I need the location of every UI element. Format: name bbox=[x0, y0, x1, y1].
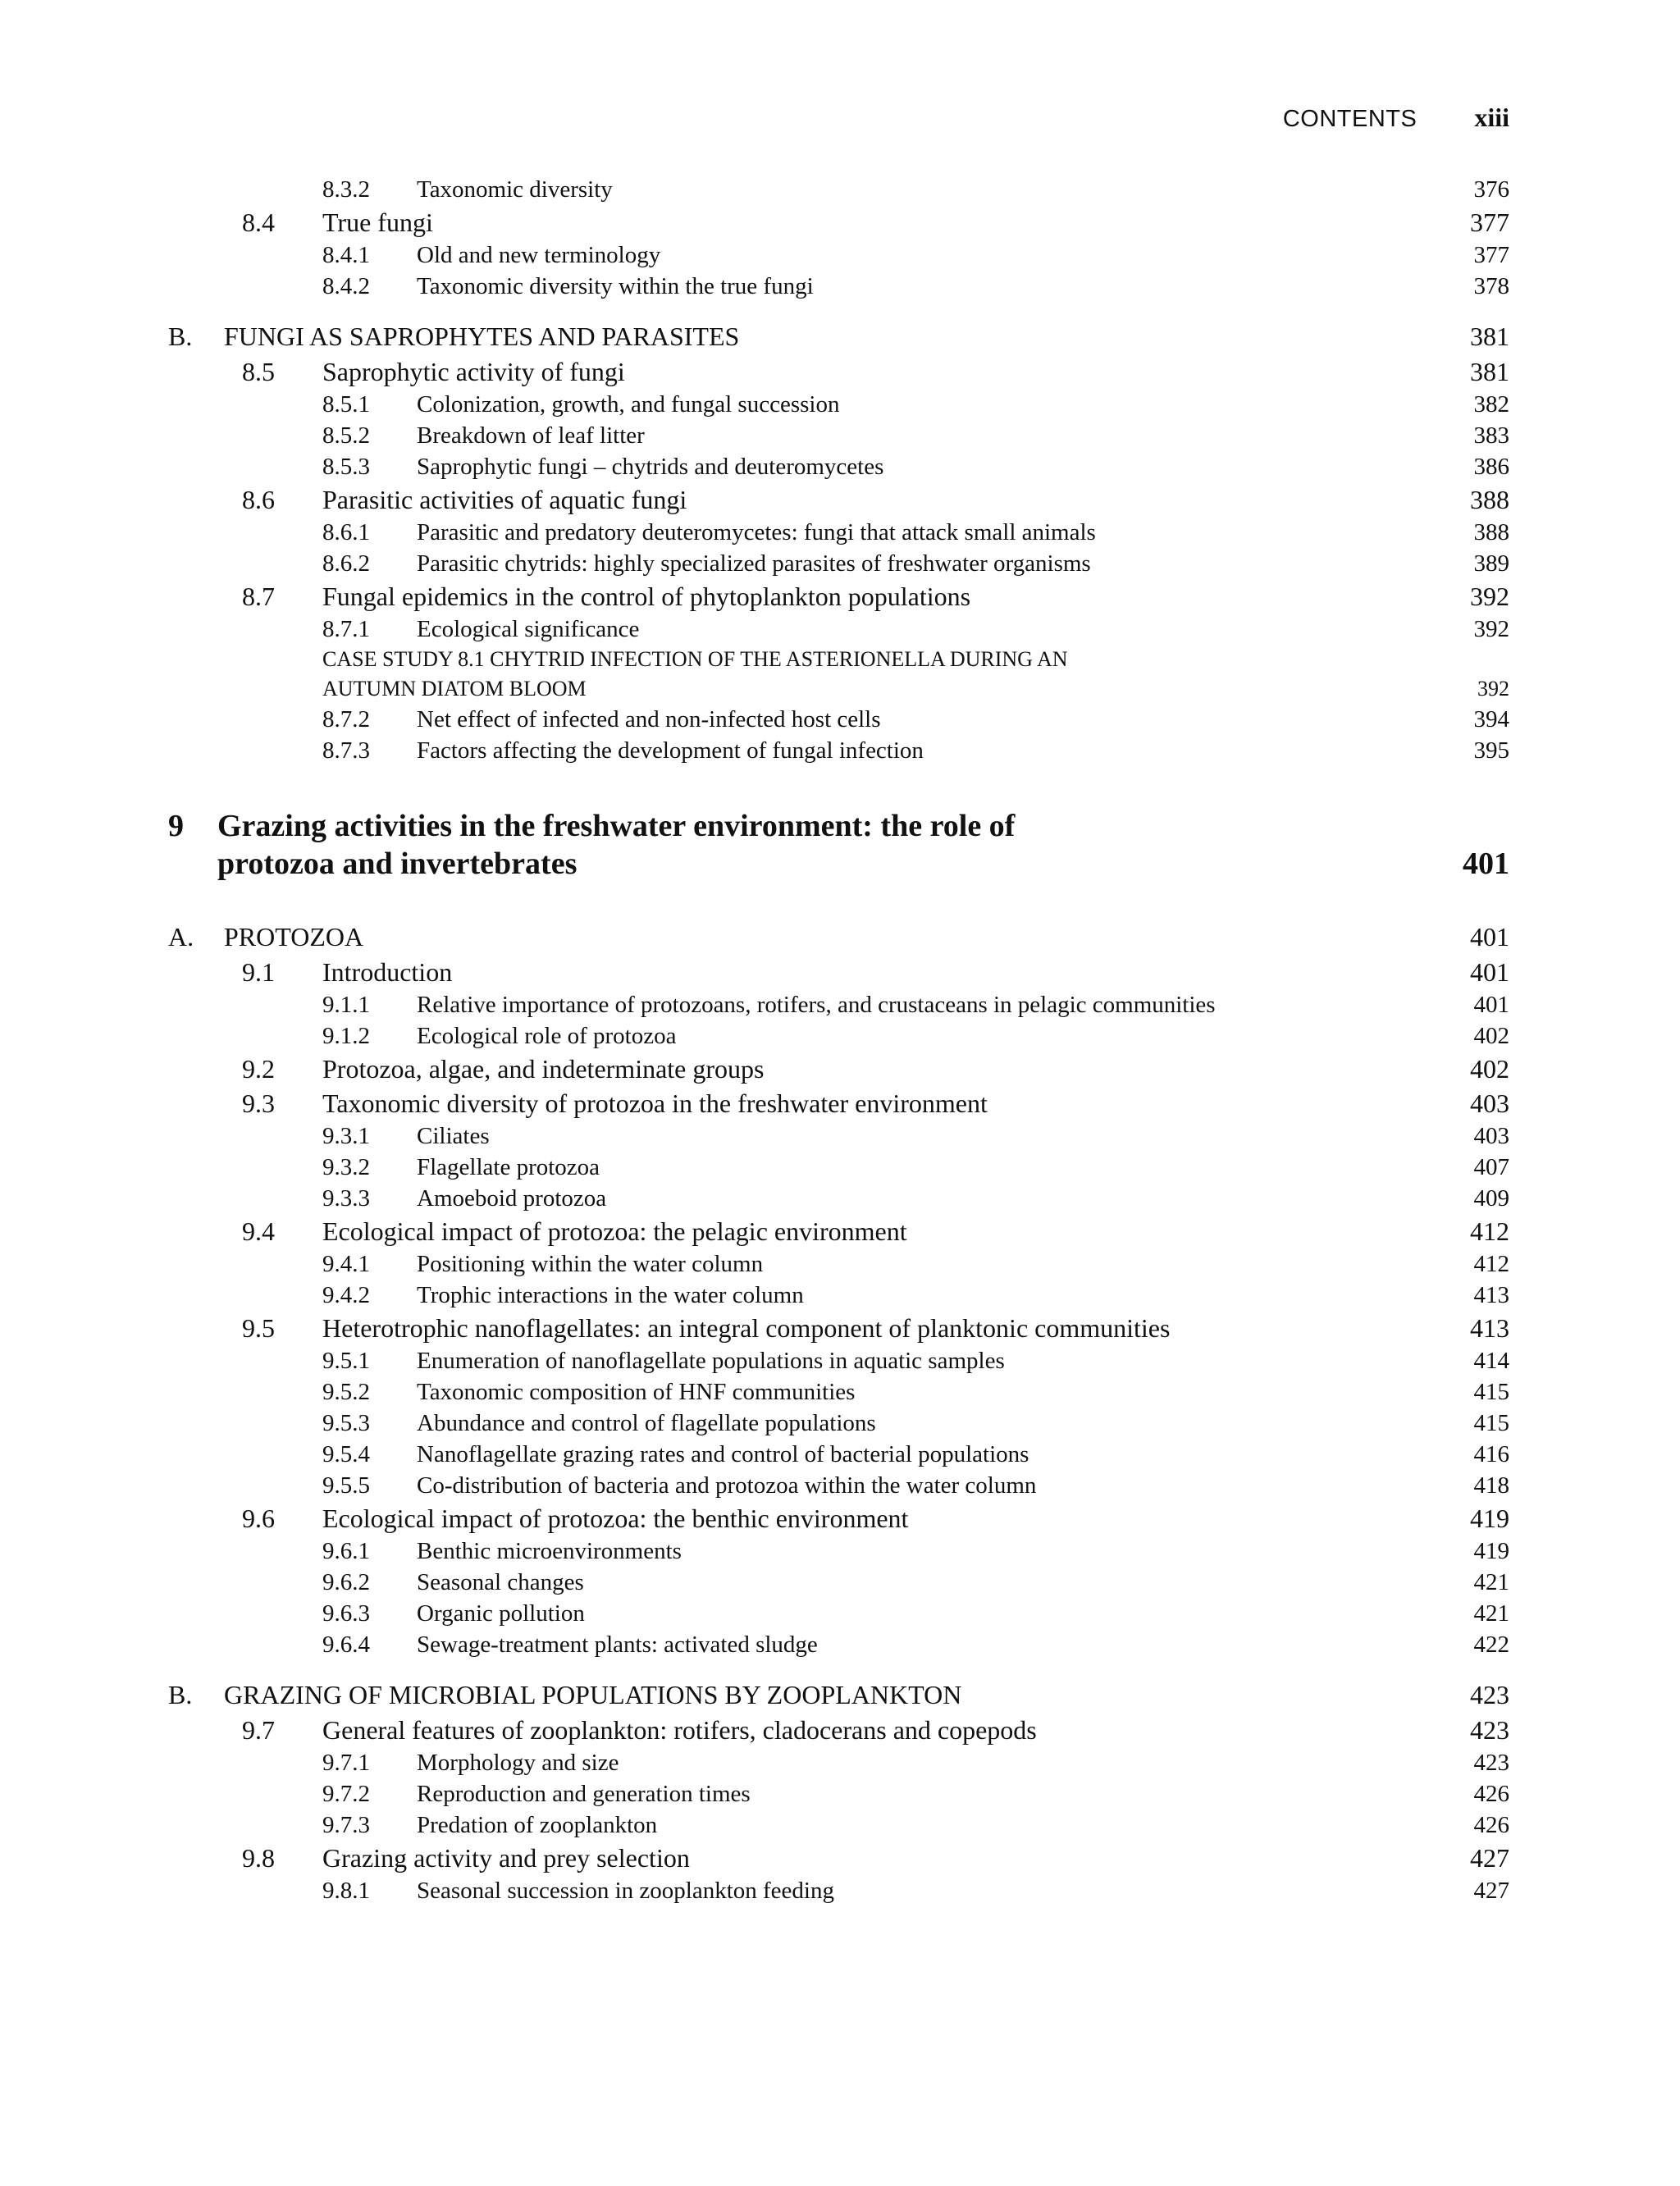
entry-number: 9.5 bbox=[242, 1313, 275, 1343]
entry-title: Taxonomic composition of HNF communities bbox=[417, 1379, 856, 1405]
entry-title: Fungal epidemics in the control of phytoplankton populations bbox=[322, 582, 971, 611]
entry-page: 377 bbox=[1473, 242, 1509, 268]
toc-subsection bbox=[168, 1536, 1509, 1567]
entry-title: FUNGI AS SAPROPHYTES AND PARASITES bbox=[224, 322, 740, 351]
entry-number: 8.4.1 bbox=[322, 242, 370, 268]
entry-page: 407 bbox=[1473, 1154, 1509, 1180]
toc-subsection bbox=[168, 517, 1509, 548]
toc-section bbox=[168, 205, 1509, 240]
entry-title: Taxonomic diversity bbox=[417, 176, 613, 203]
entry-number: 8.7.3 bbox=[322, 737, 370, 764]
entry-page: 423 bbox=[1470, 1715, 1509, 1745]
entry-number: 8.4 bbox=[242, 208, 275, 237]
entry-number: 8.5.1 bbox=[322, 391, 370, 418]
toc-section bbox=[168, 482, 1509, 517]
toc-subsection bbox=[168, 1439, 1509, 1470]
toc-subsection bbox=[168, 1875, 1509, 1906]
entry-page: 412 bbox=[1473, 1251, 1509, 1277]
entry-number: 8.5.2 bbox=[322, 422, 370, 449]
entry-number: 8.4.2 bbox=[322, 273, 370, 299]
entry-page: 401 bbox=[1470, 922, 1509, 952]
entry-title: Introduction bbox=[322, 957, 453, 987]
entry-page: 427 bbox=[1473, 1878, 1509, 1904]
entry-number: 9.6.3 bbox=[322, 1600, 370, 1627]
entry-page: 378 bbox=[1473, 273, 1509, 299]
entry-title: General features of zooplankton: rotifers, cladocerans and copepods bbox=[322, 1715, 1037, 1745]
entry-page: 409 bbox=[1473, 1185, 1509, 1212]
entry-number: 8.7 bbox=[242, 582, 275, 611]
toc-subsection bbox=[168, 174, 1509, 205]
entry-number: 9.6 bbox=[242, 1504, 275, 1533]
entry-page: 382 bbox=[1473, 391, 1509, 418]
toc-subsection bbox=[168, 1598, 1509, 1629]
entry-page: 388 bbox=[1473, 519, 1509, 545]
entry-number: 9.4.1 bbox=[322, 1251, 370, 1277]
entry-page: 415 bbox=[1473, 1379, 1509, 1405]
toc-case-study bbox=[168, 674, 1509, 704]
toc-subsection bbox=[168, 1345, 1509, 1376]
entry-page: 401 bbox=[1473, 992, 1509, 1018]
entry-title: Amoeboid protozoa bbox=[417, 1185, 607, 1212]
entry-title: Saprophytic fungi – chytrids and deuteromycetes bbox=[417, 454, 884, 480]
entry-number: 8.5 bbox=[242, 357, 275, 386]
toc-part-heading bbox=[168, 318, 1509, 354]
entry-title: Nanoflagellate grazing rates and control of bacterial populations bbox=[417, 1441, 1029, 1467]
toc-section bbox=[168, 579, 1509, 614]
entry-title: Sewage-treatment plants: activated sludge bbox=[417, 1632, 818, 1658]
entry-page: 402 bbox=[1473, 1023, 1509, 1049]
entry-page: 392 bbox=[1473, 616, 1509, 642]
entry-page: 413 bbox=[1470, 1313, 1509, 1343]
entry-page: 377 bbox=[1470, 208, 1509, 237]
entry-number: A. bbox=[168, 922, 194, 952]
chapter-number: 9 bbox=[168, 809, 184, 843]
entry-page: 383 bbox=[1473, 422, 1509, 449]
entry-page: 394 bbox=[1473, 706, 1509, 732]
entry-title: Flagellate protozoa bbox=[417, 1154, 600, 1180]
toc-subsection bbox=[168, 735, 1509, 766]
entry-number: 9.5.1 bbox=[322, 1348, 370, 1374]
toc-case-study bbox=[168, 645, 1509, 674]
toc-subsection bbox=[168, 1020, 1509, 1052]
entry-number: 9.3.2 bbox=[322, 1154, 370, 1180]
entry-page: 419 bbox=[1470, 1504, 1509, 1533]
entry-page: 423 bbox=[1473, 1750, 1509, 1776]
entry-title: AUTUMN DIATOM BLOOM bbox=[322, 677, 587, 701]
entry-title: Colonization, growth, and fungal succession bbox=[417, 391, 840, 418]
entry-page: 414 bbox=[1473, 1348, 1509, 1374]
entry-number: 9.5.4 bbox=[322, 1441, 370, 1467]
entry-page: 413 bbox=[1473, 1282, 1509, 1308]
entry-page: 388 bbox=[1470, 485, 1509, 514]
running-header bbox=[1283, 103, 1509, 133]
entry-number: 9.7 bbox=[242, 1715, 275, 1745]
entry-number: 9.3.1 bbox=[322, 1123, 370, 1149]
entry-number: 8.5.3 bbox=[322, 454, 370, 480]
toc-subsection bbox=[168, 1408, 1509, 1439]
entry-page: 386 bbox=[1473, 454, 1509, 480]
entry-number: 9.1 bbox=[242, 957, 275, 987]
entry-page: 426 bbox=[1473, 1812, 1509, 1838]
entry-title: Old and new terminology bbox=[417, 242, 661, 268]
toc-subsection bbox=[168, 548, 1509, 579]
entry-title: Protozoa, algae, and indeterminate groups bbox=[322, 1054, 765, 1084]
entry-title: GRAZING OF MICROBIAL POPULATIONS BY ZOOPLANKTON bbox=[224, 1680, 962, 1709]
entry-page: 376 bbox=[1473, 176, 1509, 203]
entry-title: Factors affecting the development of fungal infection bbox=[417, 737, 924, 764]
entry-page: 389 bbox=[1473, 550, 1509, 577]
chapter-page: 401 bbox=[1463, 847, 1509, 881]
toc-subsection bbox=[168, 614, 1509, 645]
entry-number: 8.6.2 bbox=[322, 550, 370, 577]
entry-title: Ecological significance bbox=[417, 616, 640, 642]
entry-title: Positioning within the water column bbox=[417, 1251, 764, 1277]
toc-subsection bbox=[168, 704, 1509, 735]
entry-number: 8.7.2 bbox=[322, 706, 370, 732]
entry-page: 402 bbox=[1470, 1054, 1509, 1084]
toc-subsection bbox=[168, 1778, 1509, 1809]
entry-number: 9.7.1 bbox=[322, 1750, 370, 1776]
entry-page: 427 bbox=[1470, 1843, 1509, 1873]
entry-number: 9.6.1 bbox=[322, 1538, 370, 1564]
toc-subsection bbox=[168, 451, 1509, 482]
entry-page: 415 bbox=[1473, 1410, 1509, 1436]
entry-number: 9.5.2 bbox=[322, 1379, 370, 1405]
entry-title: Co-distribution of bacteria and protozoa within the water column bbox=[417, 1472, 1037, 1499]
entry-page: 412 bbox=[1470, 1216, 1509, 1246]
entry-title: Ciliates bbox=[417, 1123, 490, 1149]
toc-subsection bbox=[168, 1809, 1509, 1841]
entry-title: Net effect of infected and non-infected host cells bbox=[417, 706, 881, 732]
entry-title: Enumeration of nanoflagellate populations in aquatic samples bbox=[417, 1348, 1005, 1374]
toc-subsection bbox=[168, 989, 1509, 1020]
entry-number: 8.6 bbox=[242, 485, 275, 514]
chapter-heading bbox=[168, 807, 1509, 886]
chapter-title-line-2: protozoa and invertebrates bbox=[217, 847, 578, 881]
spacer bbox=[168, 302, 1509, 318]
toc-section bbox=[168, 1841, 1509, 1875]
entry-title: True fungi bbox=[322, 208, 433, 237]
toc-subsection bbox=[168, 1280, 1509, 1311]
entry-title: Grazing activity and prey selection bbox=[322, 1843, 690, 1873]
entry-number: 9.4.2 bbox=[322, 1282, 370, 1308]
entry-title: Ecological role of protozoa bbox=[417, 1023, 677, 1049]
toc-subsection bbox=[168, 1629, 1509, 1660]
toc-subsection bbox=[168, 420, 1509, 451]
entry-number: 8.6.1 bbox=[322, 519, 370, 545]
toc-subsection bbox=[168, 1248, 1509, 1280]
entry-number: 9.1.2 bbox=[322, 1023, 370, 1049]
entry-number: 9.7.3 bbox=[322, 1812, 370, 1838]
toc-subsection bbox=[168, 1567, 1509, 1598]
entry-number: B. bbox=[168, 1680, 193, 1709]
toc-section bbox=[168, 1311, 1509, 1345]
toc-section bbox=[168, 354, 1509, 389]
toc-section bbox=[168, 1086, 1509, 1120]
entry-title: CASE STUDY 8.1 CHYTRID INFECTION OF THE ASTERIONELLA DURING AN bbox=[322, 647, 1068, 671]
entry-number: 9.5.5 bbox=[322, 1472, 370, 1499]
toc-subsection bbox=[168, 1747, 1509, 1778]
entry-title: Organic pollution bbox=[417, 1600, 585, 1627]
toc-subsection bbox=[168, 1120, 1509, 1152]
entry-title: Predation of zooplankton bbox=[417, 1812, 658, 1838]
entry-page: 423 bbox=[1470, 1680, 1509, 1709]
entry-title: Ecological impact of protozoa: the pelagic environment bbox=[322, 1216, 907, 1246]
entry-title: Saprophytic activity of fungi bbox=[322, 357, 625, 386]
entry-number: 9.2 bbox=[242, 1054, 275, 1084]
entry-number: 9.5.3 bbox=[322, 1410, 370, 1436]
entry-page: 403 bbox=[1473, 1123, 1509, 1149]
entry-title: Relative importance of protozoans, rotifers, and crustaceans in pelagic communities bbox=[417, 992, 1216, 1018]
entry-page: 426 bbox=[1473, 1781, 1509, 1807]
entry-page: 421 bbox=[1473, 1569, 1509, 1595]
toc-subsection bbox=[168, 240, 1509, 271]
toc-block-chapter-8 bbox=[168, 174, 1509, 766]
entry-page: 422 bbox=[1473, 1632, 1509, 1658]
entry-page: 395 bbox=[1473, 737, 1509, 764]
entry-title: Abundance and control of flagellate populations bbox=[417, 1410, 876, 1436]
toc-part-heading bbox=[168, 1677, 1509, 1713]
entry-number: 9.6.2 bbox=[322, 1569, 370, 1595]
entry-page: 381 bbox=[1470, 322, 1509, 351]
toc-section bbox=[168, 1713, 1509, 1747]
entry-title: Heterotrophic nanoflagellates: an integral component of planktonic communities bbox=[322, 1313, 1171, 1343]
entry-title: Parasitic chytrids: highly specialized parasites of freshwater organisms bbox=[417, 550, 1091, 577]
entry-title: Seasonal changes bbox=[417, 1569, 584, 1595]
entry-number: 8.7.1 bbox=[322, 616, 370, 642]
entry-page: 403 bbox=[1470, 1088, 1509, 1118]
entry-page: 418 bbox=[1473, 1472, 1509, 1499]
entry-number: 9.4 bbox=[242, 1216, 275, 1246]
toc-section bbox=[168, 1501, 1509, 1536]
entry-number: 9.3.3 bbox=[322, 1185, 370, 1212]
toc-subsection bbox=[168, 1152, 1509, 1183]
entry-title: PROTOZOA bbox=[224, 922, 364, 952]
entry-title: Morphology and size bbox=[417, 1750, 619, 1776]
toc-subsection bbox=[168, 389, 1509, 420]
toc-subsection bbox=[168, 1376, 1509, 1408]
spacer bbox=[168, 1660, 1509, 1677]
entry-page: 421 bbox=[1473, 1600, 1509, 1627]
entry-title: Parasitic activities of aquatic fungi bbox=[322, 485, 687, 514]
toc-subsection bbox=[168, 271, 1509, 302]
entry-number: 9.8.1 bbox=[322, 1878, 370, 1904]
toc-section bbox=[168, 1214, 1509, 1248]
page-number: xiii bbox=[1474, 103, 1509, 132]
chapter-title-line-1: Grazing activities in the freshwater environment: the role of bbox=[217, 809, 1016, 843]
entry-number: 9.3 bbox=[242, 1088, 275, 1118]
entry-title: Trophic interactions in the water column bbox=[417, 1282, 804, 1308]
toc-part-heading bbox=[168, 919, 1509, 955]
entry-page: 392 bbox=[1470, 582, 1509, 611]
entry-page: 392 bbox=[1477, 677, 1509, 701]
toc-subsection bbox=[168, 1183, 1509, 1214]
entry-title: Taxonomic diversity within the true fungi bbox=[417, 273, 814, 299]
toc-section bbox=[168, 1052, 1509, 1086]
entry-title: Ecological impact of protozoa: the benthic environment bbox=[322, 1504, 909, 1533]
entry-title: Seasonal succession in zooplankton feeding bbox=[417, 1878, 834, 1904]
entry-page: 401 bbox=[1470, 957, 1509, 987]
entry-title: Reproduction and generation times bbox=[417, 1781, 751, 1807]
toc-subsection bbox=[168, 1470, 1509, 1501]
entry-page: 416 bbox=[1473, 1441, 1509, 1467]
entry-title: Breakdown of leaf litter bbox=[417, 422, 645, 449]
toc-section bbox=[168, 955, 1509, 989]
entry-number: B. bbox=[168, 322, 193, 351]
running-header-title: CONTENTS bbox=[1282, 106, 1418, 132]
entry-number: 9.1.1 bbox=[322, 992, 370, 1018]
entry-title: Benthic microenvironments bbox=[417, 1538, 682, 1564]
entry-page: 419 bbox=[1473, 1538, 1509, 1564]
entry-number: 9.7.2 bbox=[322, 1781, 370, 1807]
entry-number: 8.3.2 bbox=[322, 176, 370, 203]
entry-page: 381 bbox=[1470, 357, 1509, 386]
entry-number: 9.6.4 bbox=[322, 1632, 370, 1658]
entry-number: 9.8 bbox=[242, 1843, 275, 1873]
table-of-contents bbox=[168, 174, 1509, 1906]
entry-title: Parasitic and predatory deuteromycetes: fungi that attack small animals bbox=[417, 519, 1096, 545]
entry-title: Taxonomic diversity of protozoa in the freshwater environment bbox=[322, 1088, 988, 1118]
toc-block-chapter-9 bbox=[168, 919, 1509, 1906]
